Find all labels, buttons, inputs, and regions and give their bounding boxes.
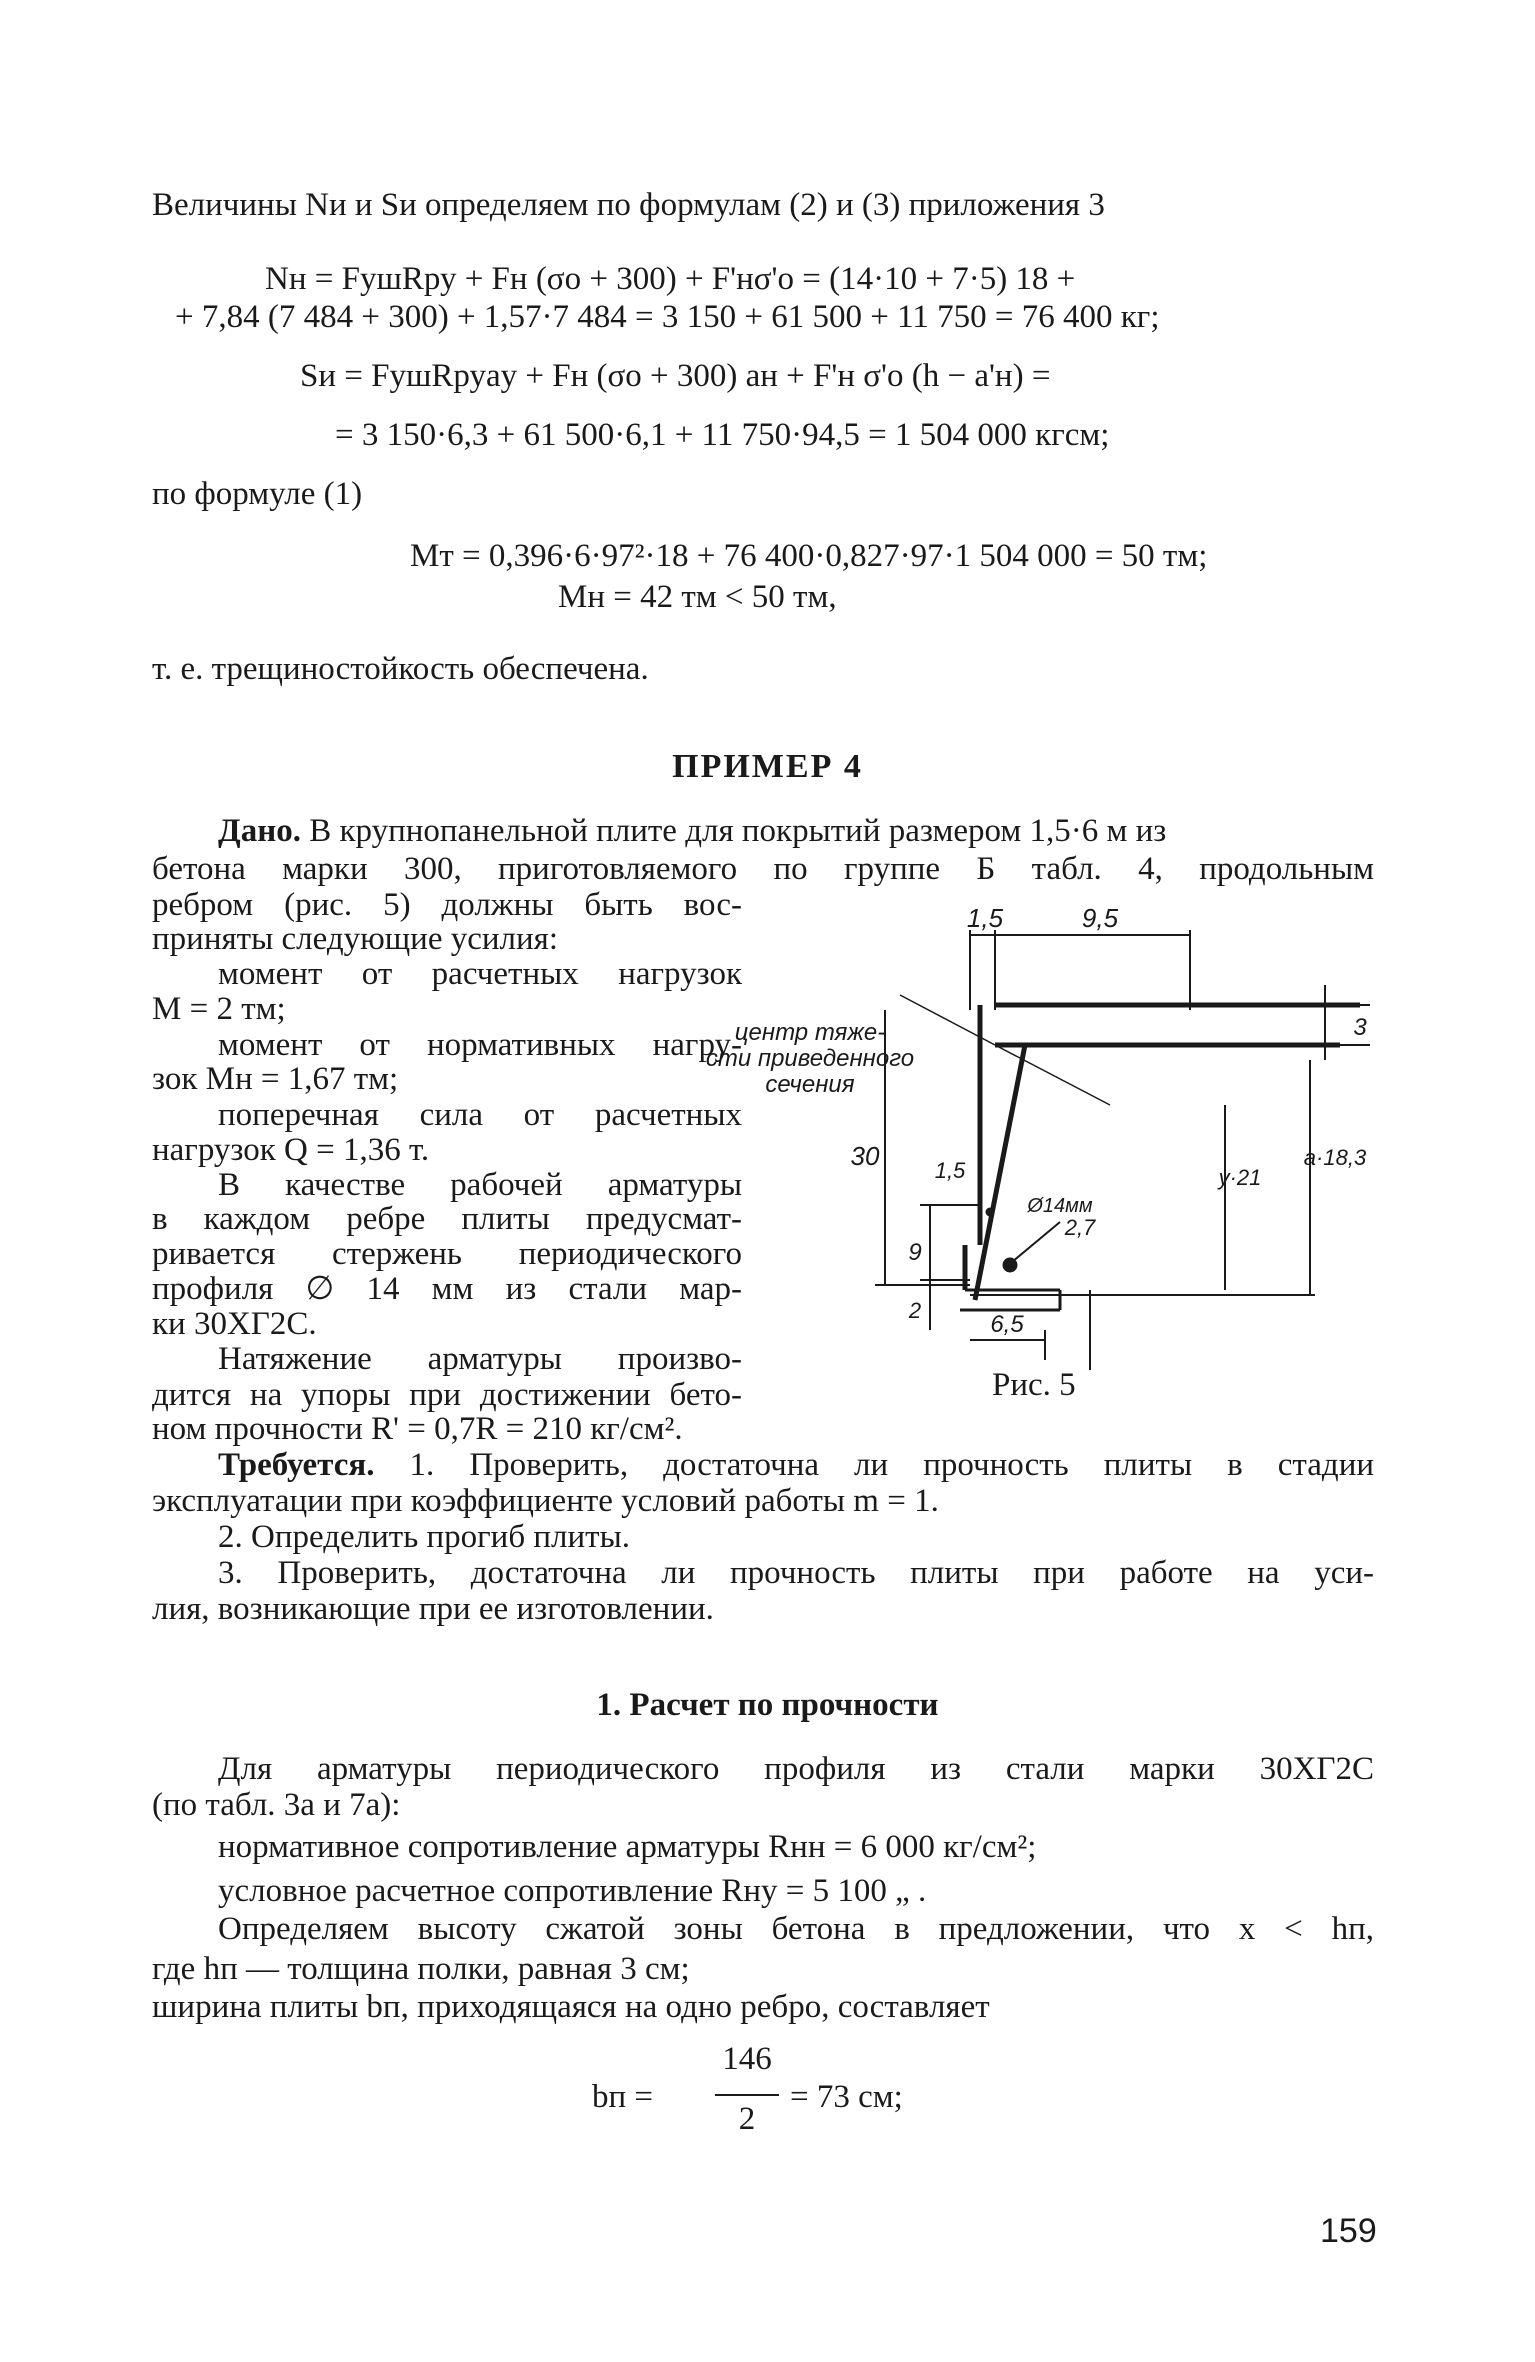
required-label: Требуется. <box>218 1447 375 1483</box>
section-line-3: нормативное сопротивление арматуры Rнн = 6 000 кг/см²; <box>218 1829 1037 1865</box>
given-line-7: момент от нормативных нагру- <box>218 1027 742 1063</box>
given-label: Дано. <box>218 813 301 849</box>
required-line-2: эксплуатации при коэффициенте условий работы m = 1. <box>152 1483 939 1519</box>
given-line-8: зок Mн = 1,67 тм; <box>152 1061 399 1097</box>
example-heading: ПРИМЕР 4 <box>672 748 863 785</box>
dim-height: 30 <box>850 1141 880 1171</box>
given-line-12: в каждом ребре плиты предусмат- <box>152 1201 742 1237</box>
formula-mt: Mт = 0,396·6·97²·18 + 76 400·0,827·97·1 504 000 = 50 тм; <box>410 538 1208 574</box>
dim-total: a·18,3 <box>1303 1145 1367 1170</box>
given-line-10: нагрузок Q = 1,36 т. <box>152 1132 430 1168</box>
given-line-13: ривается стержень периодического <box>152 1236 742 1272</box>
fraction-bar <box>715 2094 779 2096</box>
dim-nine: 9 <box>908 1239 922 1266</box>
formula-mn: Mн = 42 тм < 50 тм, <box>558 579 837 615</box>
given-line-15: ки 30ХГ2С. <box>152 1306 317 1342</box>
required-line-1: Требуется. 1. Проверить, достаточна ли прочность плиты в стадии <box>218 1447 1375 1483</box>
required-line-4: 3. Проверить, достаточна ли прочность плиты при работе на уси- <box>218 1555 1374 1591</box>
section-heading: 1. Расчет по прочности <box>596 1687 939 1723</box>
section-line-4: условное расчетное сопротивление Rну = 5 100 „ . <box>218 1873 927 1909</box>
section-line-5: Определяем высоту сжатой зоны бетона в предложении, что x < hп, <box>218 1911 1374 1947</box>
given-line-2: бетона марки 300, приготовляемого по группе Б табл. 4, продольным <box>152 851 1374 887</box>
dim-offset: 1,5 <box>934 1158 966 1183</box>
intro-text: Величины Nи и Sи определяем по формулам (2) и (3) приложения 3 <box>152 187 1105 223</box>
dim-top-b: 9,5 <box>1081 903 1119 933</box>
given-line-4: приняты следующие усилия: <box>152 921 559 957</box>
given-line-1: Дано. В крупнопанельной плите для покрытий размером 1,5·6 м из <box>218 813 1167 849</box>
dim-two: 2 <box>908 1298 922 1323</box>
section-line-6: где hп — толщина полки, равная 3 см; <box>152 1951 690 1987</box>
dim-flange: 3 <box>1353 1014 1367 1041</box>
given-line-16: Натяжение арматуры произво- <box>218 1341 742 1377</box>
given-line-17: дится на упоры при достижении бето- <box>152 1377 742 1413</box>
given-line-6: M = 2 тм; <box>152 991 286 1027</box>
fraction-denominator: 2 <box>738 2101 756 2137</box>
given-line-9: поперечная сила от расчетных <box>218 1097 742 1133</box>
centroid-label-3: сечения <box>765 1071 855 1098</box>
dim-cover: 2,7 <box>1064 1215 1096 1240</box>
section-line-7: ширина плиты bп, приходящаяся на одно ребро, составляет <box>152 1989 990 2025</box>
figure-5 <box>705 900 1380 1400</box>
dim-rod: Ø14мм <box>1027 1195 1093 1217</box>
fraction-lhs: bп = <box>592 2079 654 2115</box>
given-line-5: момент от расчетных нагрузок <box>218 956 742 992</box>
by-formula-text: по формуле (1) <box>152 476 363 512</box>
given-line-18: ном прочности R' = 0,7R = 210 кг/см². <box>152 1411 683 1447</box>
centroid-label-2: сти приведенного <box>705 1045 915 1072</box>
formula-s-cont: = 3 150·6,3 + 61 500·6,1 + 11 750·94,5 = 1 504 000 кгсм; <box>335 417 1110 453</box>
formula-n-cont: + 7,84 (7 484 + 300) + 1,57·7 484 = 3 150 + 61 500 + 11 750 = 76 400 кг; <box>175 299 1160 335</box>
section-line-2: (по табл. 3а и 7а): <box>152 1787 401 1823</box>
given-line-3: ребром (рис. 5) должны быть вос- <box>152 887 742 923</box>
formula-s: Sи = FушRруaу + Fн (σо + 300) aн + F'н σ'о (h − a'н) = <box>300 358 1051 394</box>
figure-caption: Рис. 5 <box>992 1367 1076 1403</box>
dim-top-a: 1,5 <box>966 903 1004 933</box>
fraction-numerator: 146 <box>722 2041 772 2077</box>
page-number: 159 <box>1320 2212 1377 2250</box>
centroid-label-1: центр тяже- <box>734 1019 886 1046</box>
formula-n: Nн = FушRру + Fн (σо + 300) + F'нσ'о = (14·10 + 7·5) 18 + <box>265 261 1076 297</box>
dim-bottom: 6,5 <box>990 1311 1024 1338</box>
section-line-1: Для арматуры периодического профиля из стали марки 30ХГ2С <box>218 1751 1374 1787</box>
fraction-rhs: = 73 см; <box>790 2079 903 2115</box>
required-line-5: лия, возникающие при ее изготовлении. <box>152 1591 714 1627</box>
given-line-14: профиля ∅ 14 мм из стали мар- <box>152 1271 742 1307</box>
conclusion-text: т. е. трещиностойкость обеспечена. <box>152 651 649 687</box>
given-line-11: В качестве рабочей арматуры <box>218 1167 742 1203</box>
required-line-3: 2. Определить прогиб плиты. <box>218 1519 631 1555</box>
dim-y: y·21 <box>1218 1165 1262 1190</box>
